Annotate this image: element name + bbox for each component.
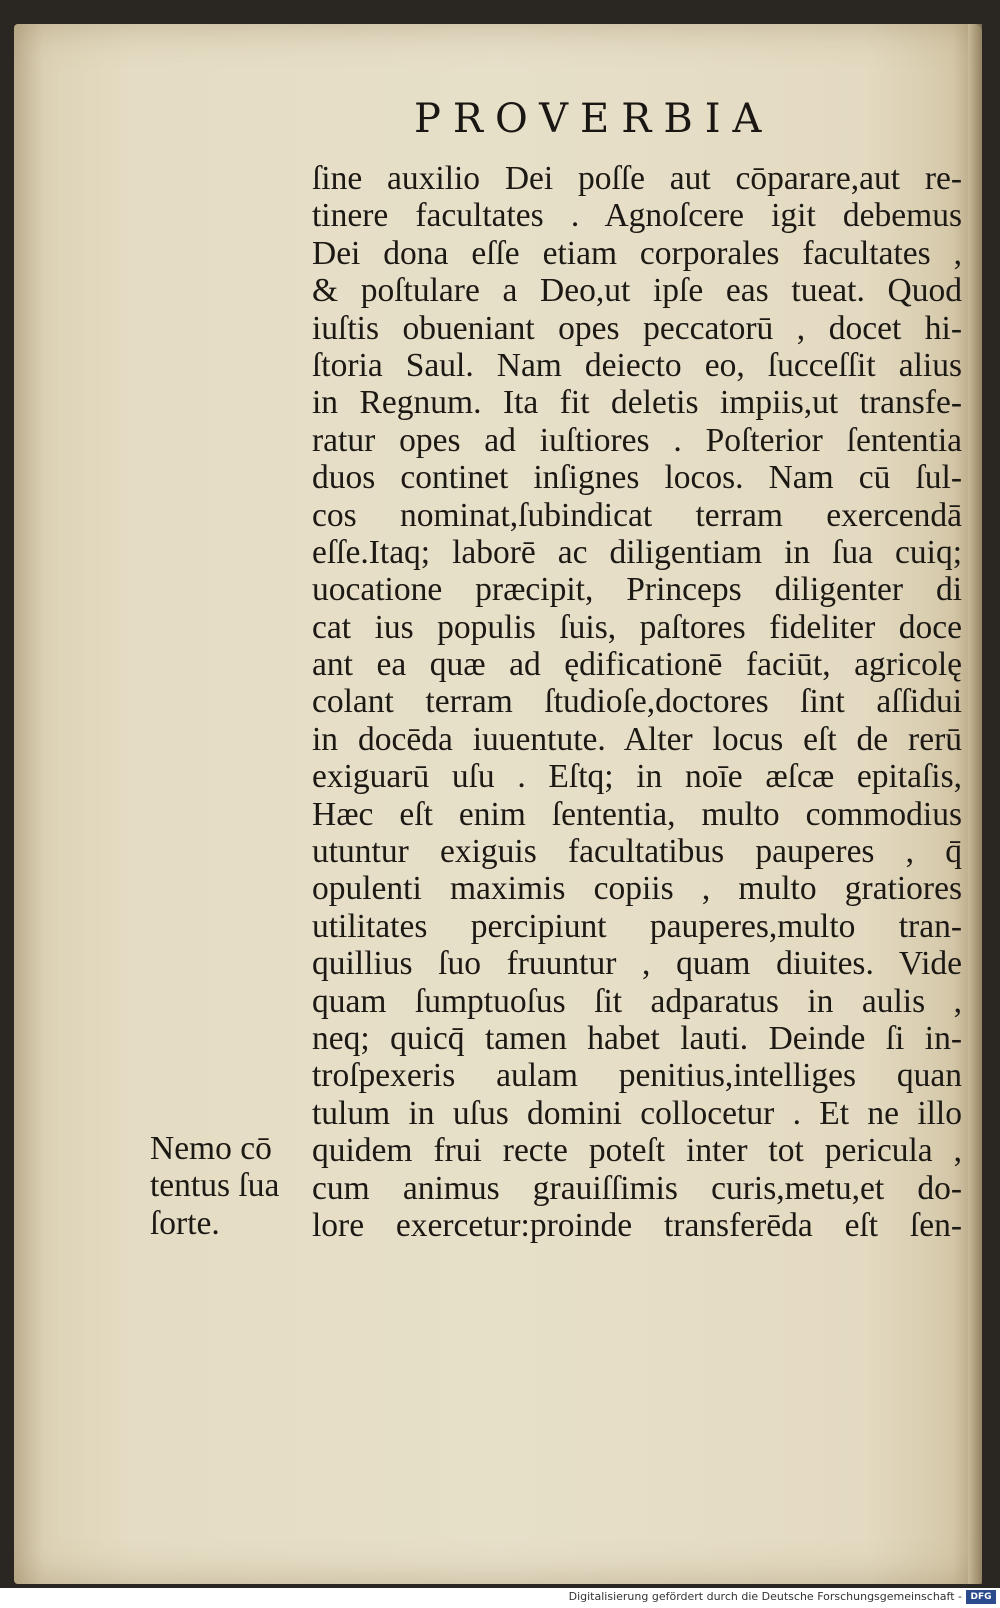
body-text <box>312 160 962 1244</box>
text-line: quillius ſuo fruuntur , quam diuites. Vide <box>312 945 962 983</box>
text-line: cos nominat,ſubindicat terram exercendā <box>312 496 962 534</box>
text-line: tinere facultates . Agnoſcere igit debemus <box>312 197 962 235</box>
text-line: Hæc eſt enim ſententia, multo commodius <box>312 795 962 833</box>
text-line: opulenti maximis copiis , multo gratiores <box>312 870 962 908</box>
text-line: utuntur exiguis facultatibus pauperes , q̄ <box>312 833 962 871</box>
text-line: ant ea quæ ad ędificationē faciūt, agricolę <box>312 646 962 684</box>
text-line: utilitates percipiunt pauperes,multo tran- <box>312 907 962 945</box>
text-line: in Regnum. Ita fit deletis impiis,ut transfe- <box>312 384 962 422</box>
text-line: ratur opes ad iuſtiores . Poſterior ſententia <box>312 421 962 459</box>
text-line: iuſtis obueniant opes peccatorū , docet hi- <box>312 309 962 347</box>
text-line: cum animus grauiſſimis curis,metu,et do- <box>312 1169 962 1207</box>
text-line: tulum in uſus domini collocetur . Et ne illo <box>312 1094 962 1132</box>
text-line: cat ius populis ſuis, paſtores fideliter doce <box>312 608 962 646</box>
text-line: duos continet inſignes locos. Nam cū ſul- <box>312 459 962 497</box>
marginal-note-line: ſorte. <box>150 1204 220 1242</box>
text-line: quam ſumptuoſus ſit adparatus in aulis , <box>312 982 962 1020</box>
text-line: Dei dona eſſe etiam corporales facultates , <box>312 234 962 272</box>
text-line: & poſtulare a Deo,ut ipſe eas tueat. Quod <box>312 272 962 310</box>
text-line: neq; quicq̄ tamen habet lauti. Deinde ſi in- <box>312 1019 962 1057</box>
footer-bar <box>0 1588 1000 1608</box>
text-line: troſpexeris aulam penitius,intelliges quan <box>312 1057 962 1095</box>
running-head: PROVERBIA <box>414 96 774 142</box>
text-line: in docēda iuuentute. Alter locus eſt de rerū <box>312 720 962 758</box>
dfg-logo: DFG <box>966 1590 996 1604</box>
text-line: exiguarū uſu . Eſtq; in noīe æſcæ epitaſis, <box>312 758 962 796</box>
marginal-note <box>150 1130 310 1242</box>
text-line: quidem frui recte poteſt inter tot pericula , <box>312 1132 962 1170</box>
page-edge <box>968 24 982 1584</box>
text-line: colant terram ſtudioſe,doctores ſint aſſidui <box>312 683 962 721</box>
text-line: ſtoria Saul. Nam deiecto eo, ſucceſſit alius <box>312 346 962 384</box>
book-page <box>14 24 982 1584</box>
text-line: lore exercetur:proinde transferēda eſt ſen- <box>312 1206 962 1244</box>
funding-credit: Digitalisierung gefördert durch die Deutsche Forschungsgemeinschaft - <box>568 1590 962 1603</box>
text-line: eſſe.Itaq; laborē ac diligentiam in ſua cuiq; <box>312 533 962 571</box>
marginal-note-line: Nemo cō <box>150 1130 272 1167</box>
text-line: ſine auxilio Dei poſſe aut cōparare,aut re- <box>312 160 962 197</box>
text-line: uocatione præcipit, Princeps diligenter di <box>312 571 962 609</box>
marginal-note-line: tentus ſua <box>150 1167 280 1205</box>
